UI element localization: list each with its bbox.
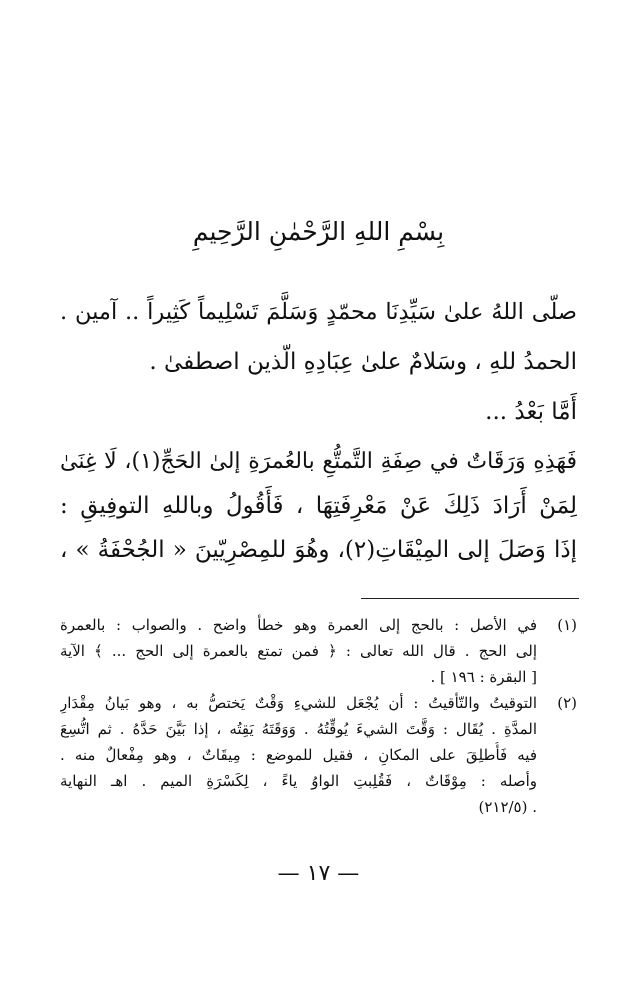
text-line: صلّى اللهُ علىٰ سَيِّدِنَا محمّدٍ وَسَلَّمَ تَسْلِيماً كَثِيراً .. آمين .: [60, 299, 577, 325]
footnote-line: فيه فَأُطلِقَ على المكانِ ، فقيل للموضع : مِيقَاتٌ ، وهو مِفْعالٌ منه .: [60, 746, 537, 764]
footnote-body: [60, 690, 537, 820]
footnote-number: (١): [557, 616, 577, 634]
footnote-number: (٢): [557, 694, 577, 712]
text-line: أَمَّا بَعْدُ ...: [485, 399, 577, 425]
text-line: إذَا وَصَلَ إلى المِيْقَاتِ(٢)، وهُوَ للمِصْرِيّينَ « الجُحْفَةُ » ،: [60, 537, 577, 563]
footnote: [60, 690, 577, 820]
footnote-line: إلى الحج . قال الله تعالى : ﴿ فمن تمتع بالعمرة إلى الحج ... ﴾ الآية: [60, 642, 537, 660]
text-line: لِمَنْ أَرَادَ ذَلِكَ عَنْ مَعْرِفَتِهَا ، فَأَقُولُ وباللهِ التوفِيقِ :: [60, 493, 577, 519]
footnote-line: في الأصل : بالحج إلى العمرة وهو خطأ واضح . والصواب : بالعمرة: [60, 616, 537, 634]
footnote-line: التوقيتُ والتّأقيتُ : أن يُجْعَل للشيءِ وَقْتٌ يَختصُّ به ، وهو بَيانُ مِقْدَارِ: [60, 694, 537, 712]
page-number: — ١٧ —: [277, 861, 360, 886]
footnote-line: المدَّةِ . يُقَال : وَقَّتَ الشيءَ يُوقِّتُهُ . وَوَقَتَهُ يَقِتُه ، إذا بَيَّنَ حَدَّهُ . ثم اتُّسِعَ: [60, 720, 537, 738]
text-line: الحمدُ للهِ ، وسَلامٌ علىٰ عِبَادِهِ الّذين اصطفىٰ .: [149, 349, 577, 375]
footnote-line: . (٢١٢/٥): [478, 798, 537, 816]
footnote: [60, 612, 577, 690]
footnote-line: [ البقرة : ١٩٦ ] .: [430, 668, 537, 686]
main-text: [60, 290, 577, 572]
footnote-separator: [361, 598, 579, 599]
footnote-line: وأصله : مِوْقَاتٌ ، فَقُلِبتِ الواوُ ياءً ، لِكَسْرَةِ الميم . اهـ النهاية: [60, 772, 537, 790]
footnotes: [60, 612, 577, 820]
basmala-heading: بِسْمِ اللهِ الرَّحْمٰنِ الرَّحِيمِ: [192, 217, 445, 246]
footnote-body: [60, 612, 537, 690]
text-line: فَهَذِهِ وَرَقَاتٌ في صِفَةِ التَّمتُّعِ بالعُمرَةِ إلىٰ الحَجِّ(١)، لَا غِنَىٰ: [60, 449, 577, 474]
